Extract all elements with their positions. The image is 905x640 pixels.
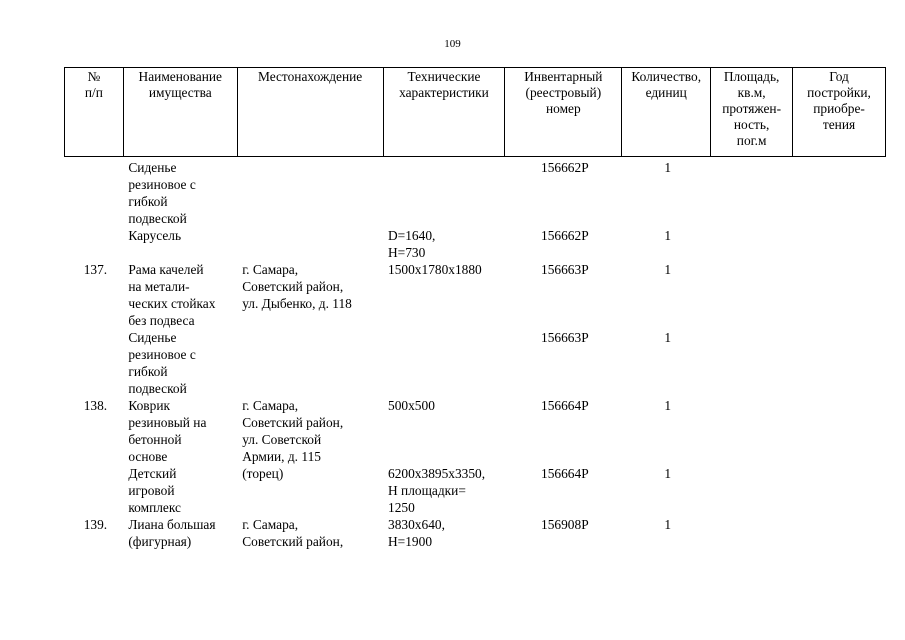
row-inventory: 156663Р [541, 262, 589, 277]
row-location: (торец) [242, 466, 284, 481]
row-tech: 3830х640, Н=1900 [388, 517, 445, 549]
page-number: 109 [444, 38, 461, 50]
header-tech: Технические характеристики [383, 68, 505, 157]
row-number [65, 159, 124, 227]
row-year [793, 159, 886, 227]
row-year [793, 397, 886, 465]
table-row [65, 465, 886, 516]
row-inventory: 156662Р [541, 160, 589, 175]
row-area [711, 227, 793, 261]
row-inventory: 156664Р [541, 398, 589, 413]
row-number: 139. [83, 517, 108, 532]
row-number: 137. [83, 262, 108, 277]
row-quantity: 1 [664, 228, 672, 243]
row-year [793, 227, 886, 261]
table-header-row [65, 68, 886, 157]
row-location: г. Самара, Советский район, [242, 517, 344, 549]
row-location [237, 159, 383, 227]
row-inventory: 156663Р [541, 330, 589, 345]
header-location: Местонахождение [237, 68, 383, 157]
row-quantity: 1 [664, 262, 672, 277]
row-area [711, 397, 793, 465]
row-inventory: 156664Р [541, 466, 589, 481]
row-inventory: 156662Р [541, 228, 589, 243]
row-year [793, 329, 886, 397]
row-area [711, 516, 793, 550]
row-name: Детский игровой комплекс [128, 466, 181, 515]
row-quantity: 1 [664, 517, 672, 532]
row-tech [383, 159, 505, 227]
row-area [711, 261, 793, 329]
row-tech: 1500х1780х1880 [388, 262, 482, 277]
row-quantity: 1 [664, 160, 672, 175]
row-number [65, 329, 124, 397]
row-tech: 500х500 [388, 398, 435, 413]
row-tech: D=1640, Н=730 [388, 228, 436, 260]
row-quantity: 1 [664, 398, 672, 413]
row-quantity: 1 [664, 466, 672, 481]
row-location [237, 227, 383, 261]
header-number: № п/п [65, 68, 124, 157]
row-area [711, 465, 793, 516]
row-name: Коврик резиновый на бетонной основе [128, 398, 207, 464]
row-year [793, 465, 886, 516]
row-year [793, 516, 886, 550]
row-quantity: 1 [664, 330, 672, 345]
row-number [65, 465, 124, 516]
row-number: 138. [83, 398, 108, 413]
row-area [711, 329, 793, 397]
table-row [65, 329, 886, 397]
table-row [65, 227, 886, 261]
row-inventory: 156908Р [541, 517, 589, 532]
table-row [65, 159, 886, 227]
table-row [65, 261, 886, 329]
row-name: Лиана большая (фигурная) [128, 517, 216, 549]
row-name: Карусель [128, 228, 182, 243]
row-name: Сиденье резиновое с гибкой подвеской [128, 160, 196, 226]
header-area: Площадь, кв.м, протяжен- ность, пог.м [711, 68, 793, 157]
row-area [711, 159, 793, 227]
row-tech: 6200х3895х3350, Н площадки= 1250 [388, 466, 486, 515]
header-name: Наименование имущества [123, 68, 237, 157]
property-registry-table [64, 67, 886, 550]
row-name: Рама качелей на метали- ческих стойках без подвеса [128, 262, 216, 328]
row-year [793, 261, 886, 329]
row-location [237, 329, 383, 397]
row-number [65, 227, 124, 261]
table-row [65, 397, 886, 465]
header-quantity: Количество, единиц [622, 68, 711, 157]
table-row [65, 516, 886, 550]
row-name: Сиденье резиновое с гибкой подвеской [128, 330, 196, 396]
row-tech [383, 329, 505, 397]
row-location: г. Самара, Советский район, ул. Советской Армии, д. 115 [242, 398, 344, 464]
row-location: г. Самара, Советский район, ул. Дыбенко, д. 118 [242, 262, 352, 311]
header-year: Год постройки, приобре- тения [793, 68, 886, 157]
header-inventory: Инвентарный (реестровый) номер [505, 68, 622, 157]
